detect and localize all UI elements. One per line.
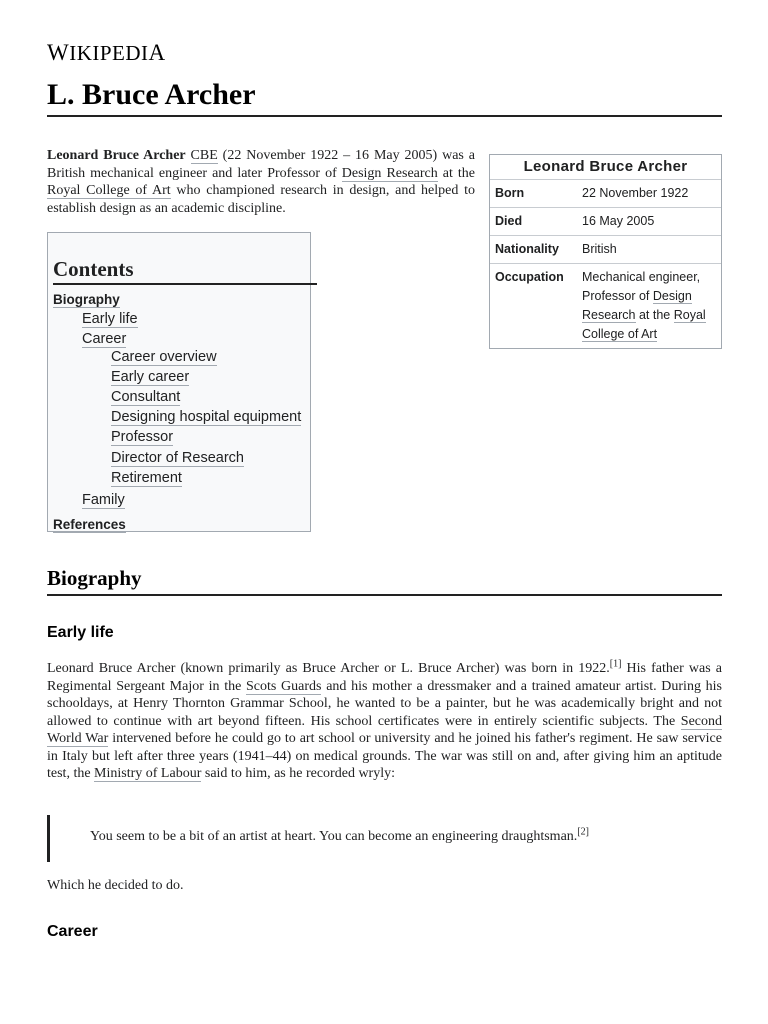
wordmark-initial: W bbox=[47, 40, 70, 65]
toc-label: Designing hospital equipment bbox=[111, 409, 302, 425]
infobox-row-occupation bbox=[490, 264, 721, 348]
toc-label: Early life bbox=[82, 311, 138, 327]
lead-paragraph bbox=[47, 147, 475, 217]
reference-1-link[interactable]: [1] bbox=[609, 658, 622, 670]
toc-label: Early career bbox=[111, 369, 190, 385]
section-heading-career: Career bbox=[47, 923, 98, 940]
wikipedia-wordmark[interactable] bbox=[47, 40, 166, 66]
toc-item-retirement[interactable] bbox=[111, 470, 182, 486]
wordmark-middle: IKIPEDI bbox=[69, 41, 149, 65]
toc-item-family[interactable] bbox=[82, 492, 125, 508]
blockquote bbox=[47, 815, 722, 862]
infobox-row-born bbox=[490, 180, 721, 208]
infobox-value: 16 May 2005 bbox=[582, 214, 655, 228]
wordmark-final: A bbox=[148, 40, 166, 65]
early-life-text-1: Leonard Bruce Archer (known primarily as Bruce Archer or L. Bruce Archer) was born in 1922. bbox=[47, 661, 610, 676]
section-heading-early-life: Early life bbox=[47, 624, 114, 641]
design-research-link[interactable]: Design Research bbox=[341, 165, 438, 181]
section-heading-biography: Biography bbox=[47, 566, 722, 596]
infobox-value: British bbox=[582, 242, 617, 256]
lead-text-3: who championed research in design, and helped to establish design as an academic discipline. bbox=[47, 183, 475, 216]
quote-text bbox=[90, 826, 589, 845]
page-title: L. Bruce Archer bbox=[47, 76, 722, 117]
table-of-contents bbox=[47, 232, 311, 532]
quote-body: You seem to be a bit of an artist at heart. You can become an engineering draughtsman. bbox=[90, 829, 578, 844]
toc-label: Professor bbox=[111, 429, 174, 445]
infobox-key: Died bbox=[495, 214, 523, 228]
infobox-value: 22 November 1922 bbox=[582, 186, 689, 200]
reference-2-link[interactable]: [2] bbox=[577, 826, 589, 838]
ministry-of-labour-link[interactable]: Ministry of Labour bbox=[94, 766, 202, 781]
early-life-text-3: and his mother a dressmaker and a trained amateur artist. During his schooldays, at Henry Thornton Grammar School, he wanted to be a painter, but he was academically bright and not allowed to continue with art beyond fifteen. His school certificates were in entirely scientific subjects. The bbox=[47, 678, 722, 729]
early-life-paragraph bbox=[47, 660, 722, 783]
infobox-row-died bbox=[490, 208, 721, 236]
infobox-design-research-link[interactable]: Design Research bbox=[582, 289, 692, 322]
occupation-text-2: at the bbox=[635, 308, 674, 322]
toc-item-director-of-research[interactable] bbox=[111, 450, 244, 466]
toc-label: Biography bbox=[53, 292, 120, 307]
infobox-value bbox=[582, 268, 716, 344]
infobox bbox=[489, 154, 722, 349]
toc-label: Career bbox=[82, 331, 127, 347]
toc-item-professor[interactable] bbox=[111, 429, 173, 445]
royal-college-of-art-link[interactable]: Royal College of Art bbox=[47, 183, 171, 198]
toc-item-consultant[interactable] bbox=[111, 389, 180, 405]
toc-item-career[interactable] bbox=[82, 331, 126, 347]
lead-text-1: (22 November 1922 – 16 May 2005) was a British mechanical engineer and later Professor of bbox=[47, 148, 475, 181]
early-life-text-5: said to him, as he recorded wryly: bbox=[201, 766, 395, 781]
second-world-war-link[interactable]: Second World War bbox=[47, 713, 722, 746]
toc-item-biography[interactable] bbox=[53, 292, 120, 307]
infobox-key: Nationality bbox=[495, 242, 559, 256]
early-life-text-4: intervened before he could go to art school or university and he joined his father's regiment. He saw service in Italy but left after three years (1941–44) on medical grounds. The war was still on and, after giving him an aptitude test, the bbox=[47, 731, 722, 781]
toc-item-references[interactable] bbox=[53, 517, 126, 532]
infobox-key: Occupation bbox=[495, 270, 564, 284]
toc-label: Consultant bbox=[111, 389, 181, 405]
cbe-link[interactable]: CBE bbox=[190, 148, 218, 163]
toc-title: Contents bbox=[53, 257, 317, 285]
toc-item-career-overview[interactable] bbox=[111, 349, 217, 365]
toc-item-early-life[interactable] bbox=[82, 311, 138, 327]
toc-label: Director of Research bbox=[111, 450, 244, 466]
infobox-key: Born bbox=[495, 186, 525, 200]
early-life-text-2: His father was a Regimental Sergeant Major in the bbox=[47, 661, 723, 694]
lead-subject-name: Leonard Bruce Archer bbox=[47, 148, 186, 163]
occupation-text-1: Mechanical engineer, Professor of bbox=[582, 270, 701, 303]
toc-item-early-career[interactable] bbox=[111, 369, 189, 385]
toc-label: Career overview bbox=[111, 349, 217, 365]
infobox-title: Leonard Bruce Archer bbox=[490, 155, 721, 180]
toc-label: References bbox=[53, 517, 126, 532]
infobox-rca-link[interactable]: Royal College of Art bbox=[582, 308, 706, 341]
toc-label: Family bbox=[82, 492, 125, 508]
toc-item-designing-hospital-equipment[interactable] bbox=[111, 409, 301, 425]
scots-guards-link[interactable]: Scots Guards bbox=[246, 678, 322, 694]
infobox-row-nationality bbox=[490, 236, 721, 264]
lead-text-2: at the bbox=[437, 165, 475, 181]
toc-label: Retirement bbox=[111, 470, 182, 486]
after-quote-paragraph: Which he decided to do. bbox=[47, 878, 184, 893]
